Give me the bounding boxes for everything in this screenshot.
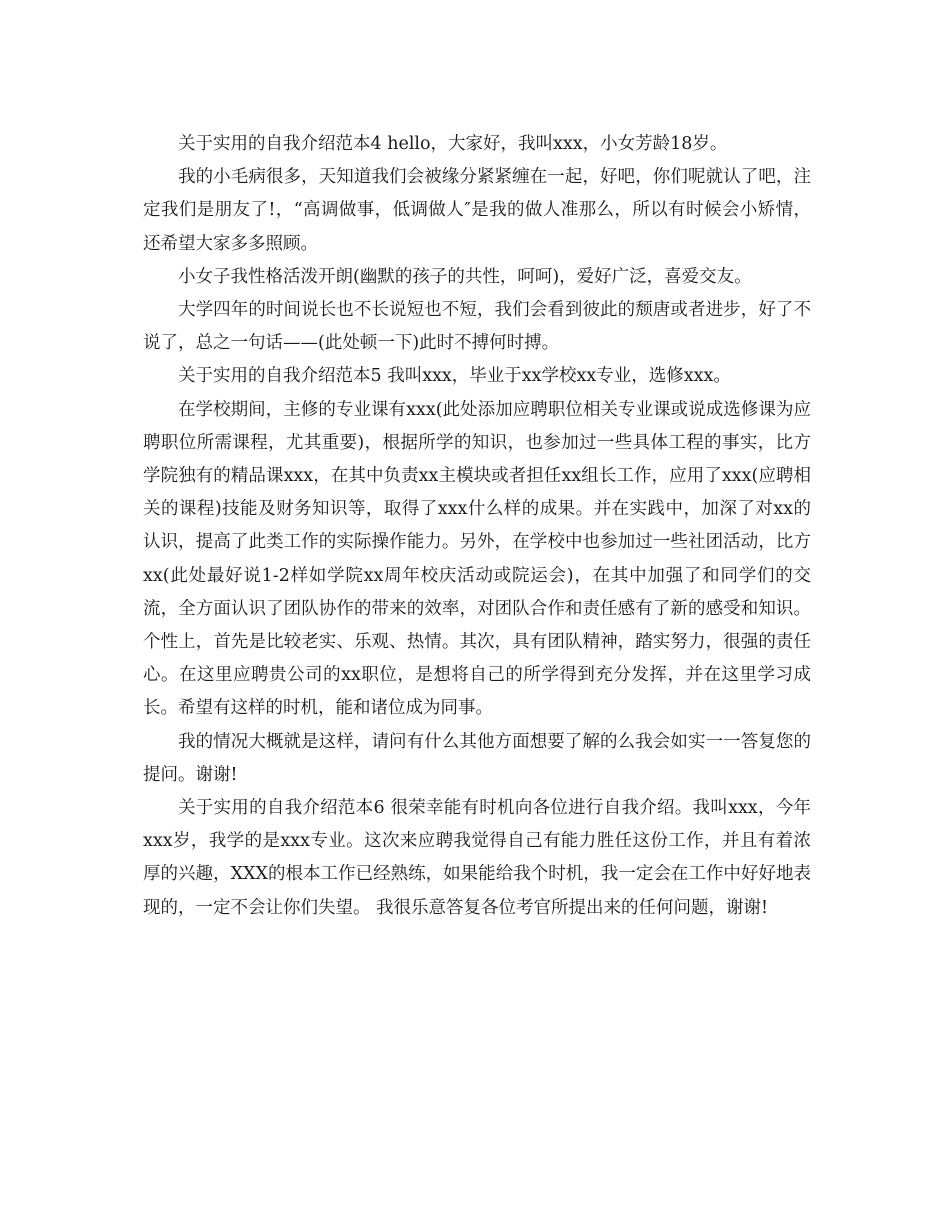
paragraph-intro-6: 关于实用的自我介绍范本6 很荣幸能有时机向各位进行自我介绍。我叫xxx，今年xxx岁，我学的是xxx专业。这次来应聘我觉得自己有能力胜任这份工作，并且有着浓厚的兴趣，XXX的根本工作已经熟练，如果能给我个时机，我一定会在工作中好好地表现的，一定不会让你们失望。 我很乐意答复各位考官所提出来的任何问题，谢谢! — [143, 798, 811, 918]
paragraph-school-experience: 在学校期间，主修的专业课有xxx(此处添加应聘职位相关专业课或说成选修课为应聘职位所需课程，尤其重要)，根据所学的知识，也参加过一些具体工程的事实，比方学院独有的精品课xxx，在其中负责xx主模块或者担任xx组长工作，应用了xxx(应聘相关的课程)技能及财务知识等，取得了xxx什么样的成果。并在实践中，加深了对xx的认识，提高了此类工作的实际操作能力。另外，在学校中也参加过一些社团活动，比方xx(此处最好说1-2样如学院xx周年校庆活动或院运会)，在其中加强了和同学们的交流，全方面认识了团队协作的带来的效率，对团队合作和责任感有了新的感受和知识。个性上，首先是比较老实、乐观、热情。其次，具有团队精神，踏实努力，很强的责任心。在这里应聘贵公司的xx职位，是想将自己的所学得到充分发挥，并在这里学习成长。希望有这样的时机，能和诸位成为同事。 — [143, 399, 811, 719]
paragraph-flaws: 我的小毛病很多，天知道我们会被缘分紧紧缠在一起，好吧，你们呢就认了吧，注定我们是朋友了!，“高调做事，低调做人″是我的做人准那么，所以有时候会小矫情，还希望大家多多照顾。 — [143, 167, 811, 254]
paragraph-intro-5: 关于实用的自我介绍范本5 我叫xxx，毕业于xx学校xx专业，选修xxx。 — [178, 366, 731, 387]
paragraph-intro-4: 关于实用的自我介绍范本4 hello，大家好，我叫xxx，小女芳龄18岁。 — [178, 134, 728, 154]
paragraph-personality: 小女子我性格活泼开朗(幽默的孩子的共性，呵呵)，爱好广泛，喜爱交友。 — [178, 266, 752, 287]
paragraph-university: 大学四年的时间说长也不长说短也不短，我们会看到彼此的颓唐或者进步，好了不说了，总之一句话——(此处顿一下)此时不搏何时搏。 — [143, 300, 811, 354]
paragraph-closing-5: 我的情况大概就是这样，请问有什么其他方面想要了解的么我会如实一一答复您的提问。谢谢! — [143, 731, 811, 785]
document-body — [143, 128, 811, 925]
